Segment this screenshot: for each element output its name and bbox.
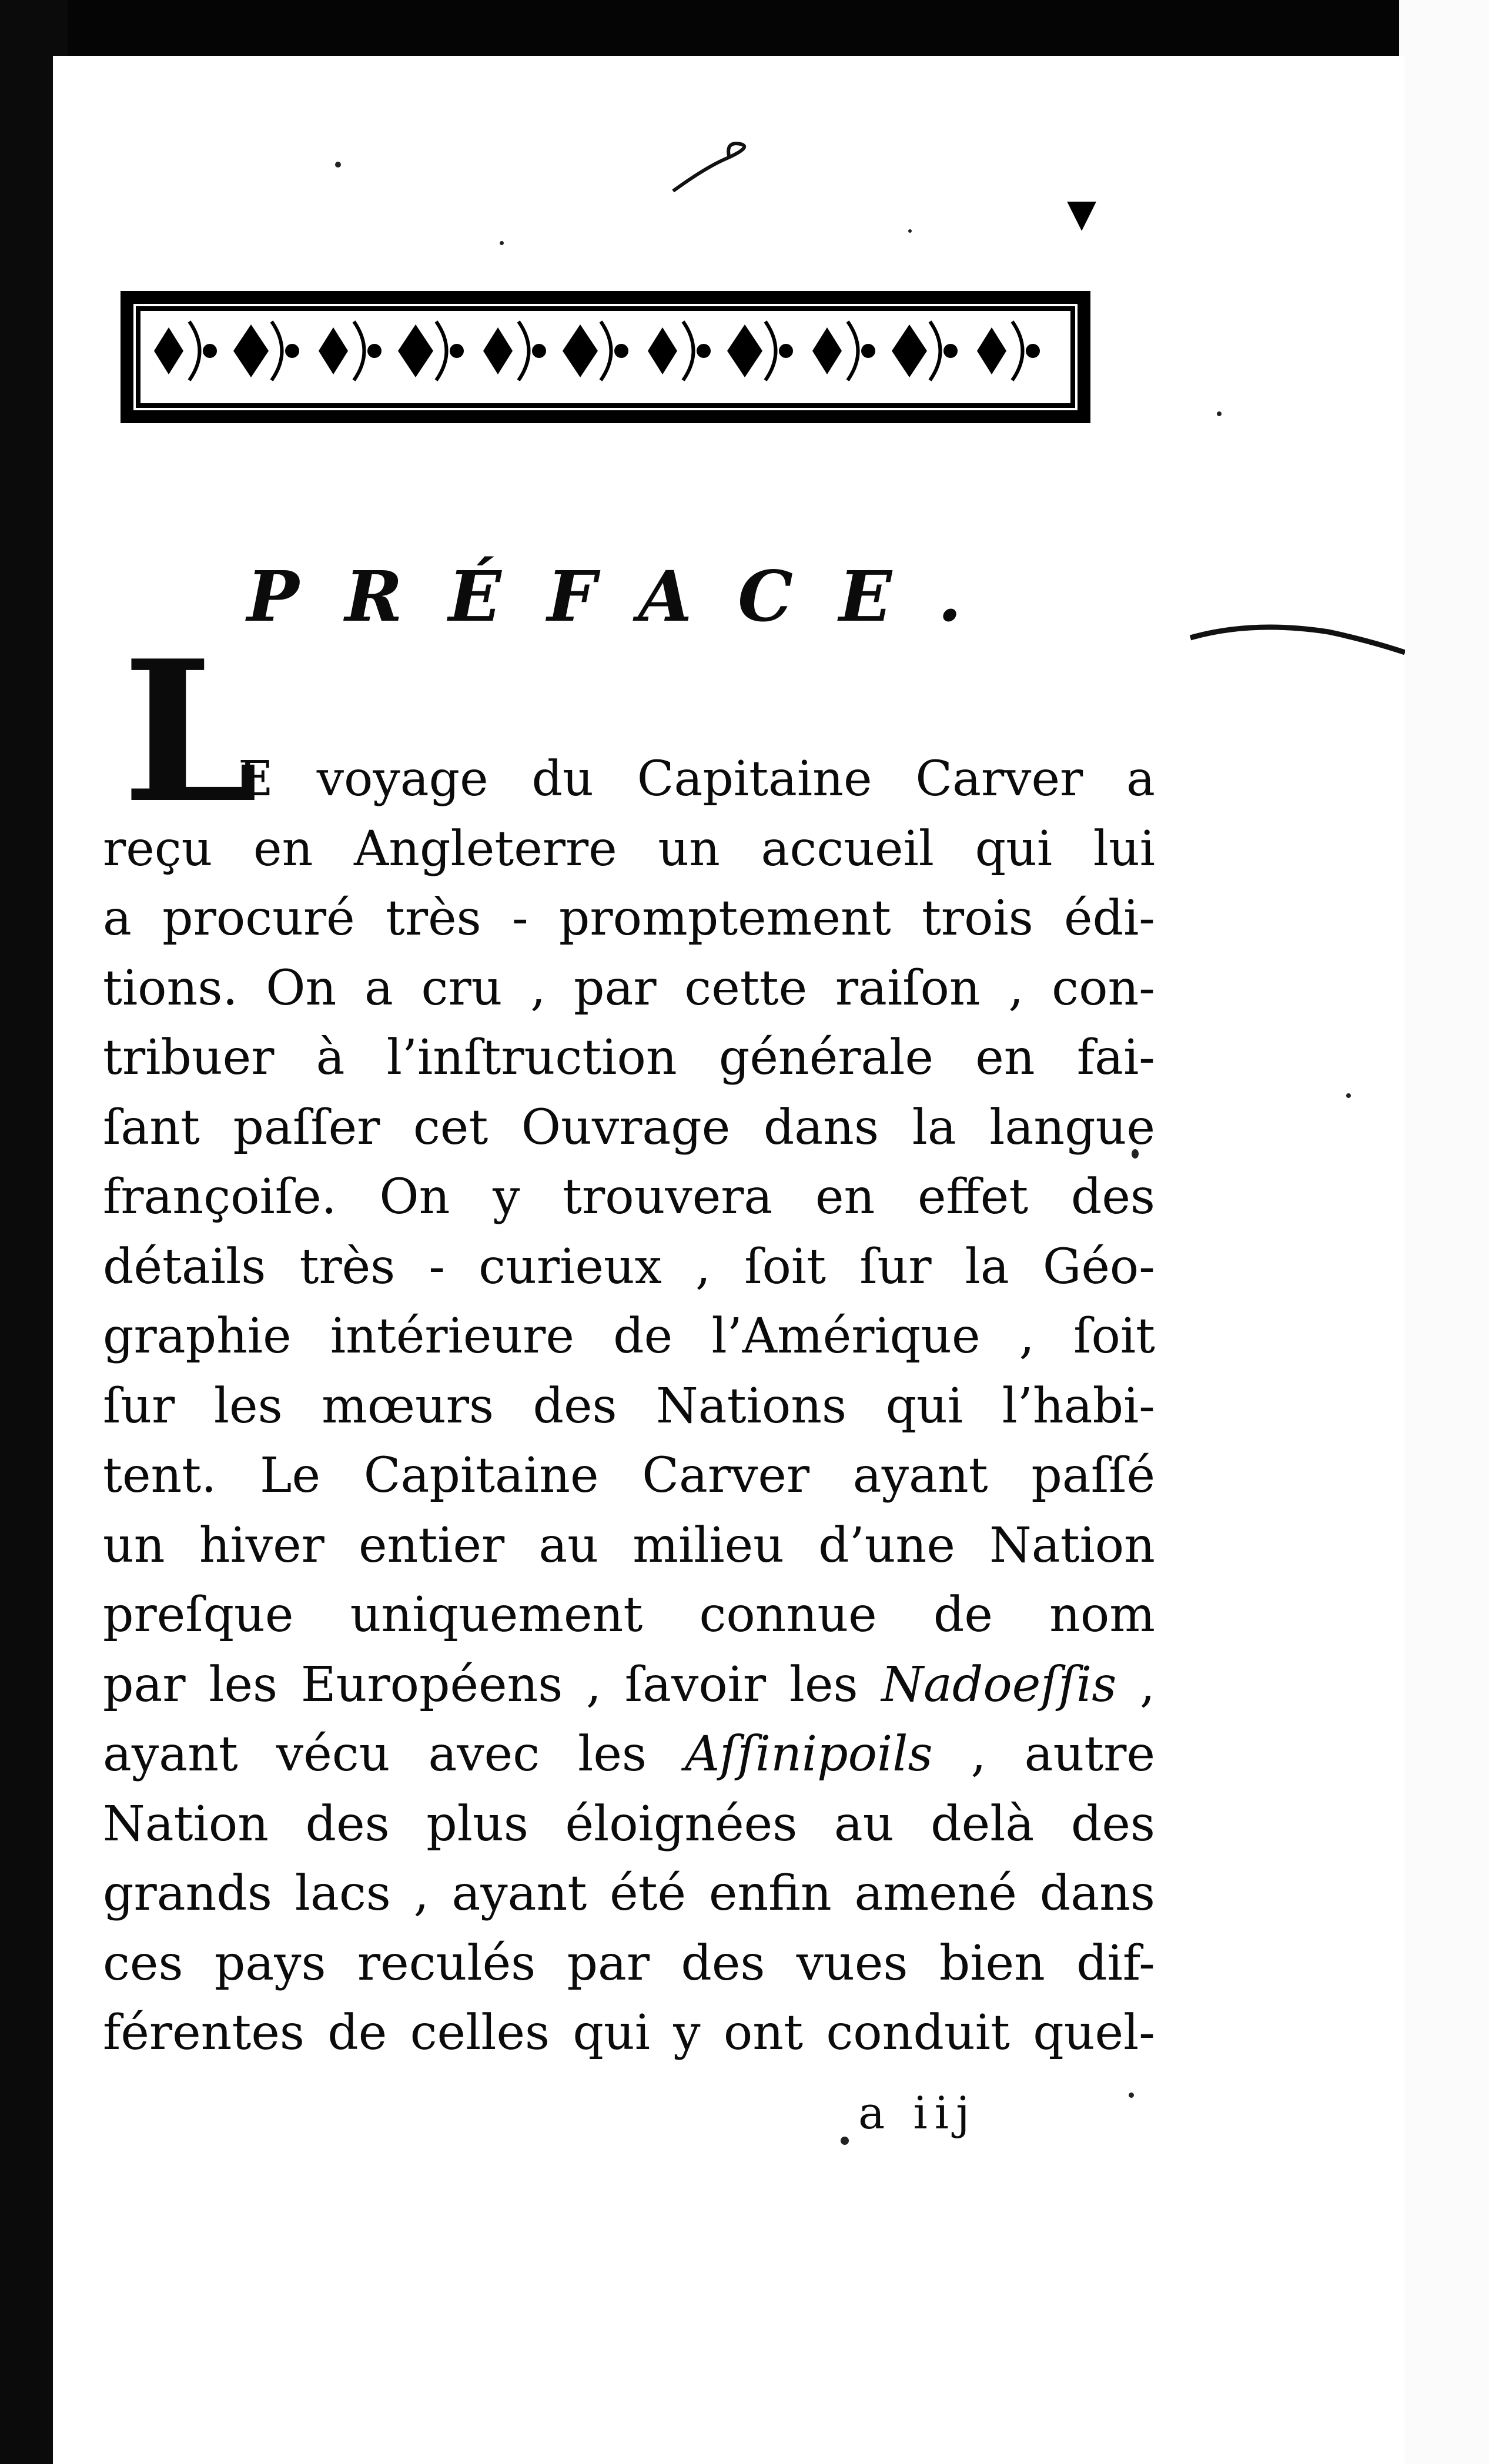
text-line xyxy=(103,1511,1155,1581)
text-segment: férentes de celles qui y ont conduit quel- xyxy=(103,2005,1155,2061)
text-segment: par les Européens , ſavoir les xyxy=(103,1656,882,1713)
text-line xyxy=(103,1651,1155,1720)
ink-speck xyxy=(841,2137,849,2145)
text-segment: françoiſe. On y trouvera en effet des xyxy=(103,1169,1155,1225)
text-segment: tent. Le Capitaine Carver ayant paſſé xyxy=(103,1448,1155,1504)
text-line xyxy=(103,1093,1155,1163)
text-segment: ces pays reculés par des vues bien dif- xyxy=(103,1935,1155,1991)
ink-speck xyxy=(500,241,504,245)
scan-border-top xyxy=(0,0,1489,59)
text-line xyxy=(103,1302,1155,1372)
italic-term: Aſſinipoils xyxy=(684,1726,933,1782)
scan-border-right xyxy=(1399,0,1489,2464)
text-line xyxy=(103,1233,1155,1303)
ink-speck xyxy=(1217,411,1222,416)
text-segment: a procuré très - promptement trois édi- xyxy=(103,890,1155,946)
ink-speck xyxy=(908,229,912,233)
pen-stroke-top xyxy=(670,132,758,197)
ink-speck xyxy=(335,162,341,168)
text-segment: , xyxy=(1116,1656,1155,1713)
decorative-header-band xyxy=(121,291,1090,423)
text-segment: ſur les mœurs des Nations qui l’habi- xyxy=(103,1378,1155,1434)
drop-cap: L xyxy=(122,618,259,846)
text-line xyxy=(103,1790,1155,1860)
text-segment: tions. On a cru , par cette raiſon , con- xyxy=(103,960,1155,1016)
text-line xyxy=(103,884,1155,954)
text-line xyxy=(103,1998,1155,2068)
text-segment: ayant vécu avec les xyxy=(103,1726,685,1782)
text-line xyxy=(103,1372,1155,1442)
text-segment: un hiver entier au milieu d’une Nation xyxy=(103,1517,1155,1574)
text-line xyxy=(103,745,1155,815)
fleuron-border-icon xyxy=(133,304,1078,410)
text-segment: , autre xyxy=(932,1726,1155,1782)
text-segment: détails très - curieux , ſoit ſur la Géo- xyxy=(103,1238,1155,1295)
text-line xyxy=(103,1859,1155,1929)
ink-speck xyxy=(1346,1093,1351,1098)
text-line xyxy=(103,815,1155,885)
text-line xyxy=(103,1720,1155,1790)
text-segment: grands lacs , ayant été enfin amené dans xyxy=(103,1866,1155,1921)
text-segment: ſant paſſer cet Ouvrage dans la langue xyxy=(103,1099,1155,1156)
text-line xyxy=(103,1023,1155,1093)
pen-stroke-right xyxy=(1187,614,1405,685)
ink-speck xyxy=(1129,2093,1134,2098)
text-line xyxy=(103,954,1155,1024)
italic-term: Nadoeſſis xyxy=(881,1656,1117,1713)
signature-mark: a iij xyxy=(858,2087,977,2139)
text-segment: E voyage du Capitaine Carver a xyxy=(238,751,1155,807)
text-segment: Nation des plus éloignées au delà des xyxy=(103,1796,1155,1852)
body-text xyxy=(103,745,1155,2068)
text-segment: tribuer à l’inſtruction générale en fai- xyxy=(103,1030,1155,1086)
text-segment: graphie intérieure de l’Amérique , ſoit xyxy=(103,1308,1155,1364)
text-line xyxy=(103,1163,1155,1233)
text-segment: preſque uniquement connue de nom xyxy=(103,1587,1155,1643)
book-page xyxy=(53,56,1405,2464)
text-line xyxy=(103,1581,1155,1651)
corner-mark: ▾ xyxy=(1067,176,1097,246)
text-segment: reçu en Angleterre un accueil qui lui xyxy=(103,821,1155,877)
page-title: PRÉFACE. xyxy=(247,555,1008,637)
text-line xyxy=(103,1929,1155,1999)
text-line xyxy=(103,1441,1155,1511)
